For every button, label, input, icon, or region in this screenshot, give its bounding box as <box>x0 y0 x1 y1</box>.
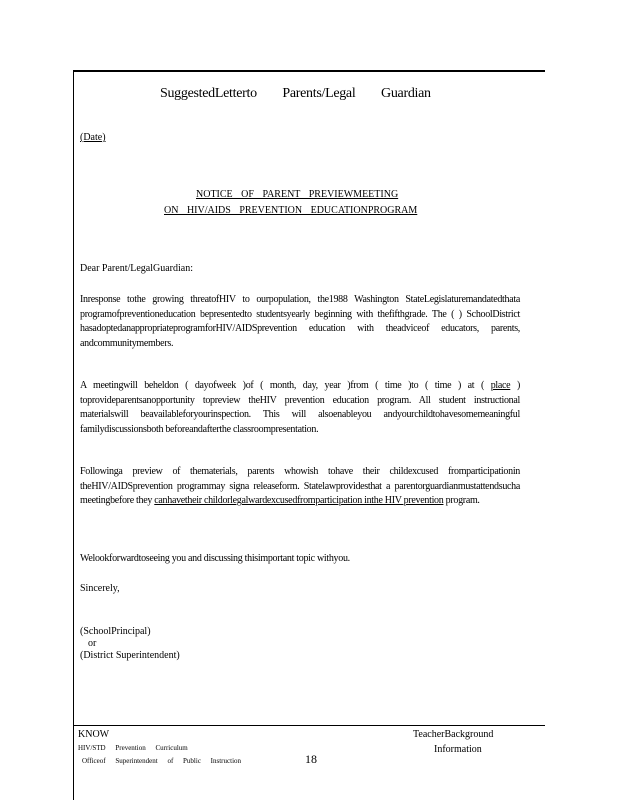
paragraph-excuse <box>80 465 520 509</box>
salutation: Dear Parent/LegalGuardian: <box>80 263 194 274</box>
excuse-text-start: Followinga preview of thematerials, parents whowish tohave their childexcused fromparticipationin theHIV/AIDSprevention programmay signa releaseform. Statelawprovidesthat a parentorguardianmustattendsucha meetingbefore they <box>80 466 520 506</box>
meeting-text-end: ) toprovideparentsanopportunity topreview theHIV prevention education program. All student instructional materialswill beavailableforyourinspection. This will alsoenableyou andyourchildtohavesomemeaningful familydiscussionsboth beforeandafterthe classroompresentation. <box>80 380 521 435</box>
notice-heading-line2: ON HIV/AIDS PREVENTION EDUCATIONPROGRAM <box>164 205 418 216</box>
excuse-text-end: program. <box>445 495 480 506</box>
footer-divider <box>73 725 545 726</box>
footer-right-subtitle: Information <box>434 744 482 755</box>
closing-sincerely: Sincerely, <box>80 583 120 594</box>
left-border-line <box>73 70 74 800</box>
top-border-line <box>73 70 545 72</box>
footer-left-curriculum: HIV/STD Prevention Curriculum <box>78 744 188 752</box>
signature-or: or <box>88 638 97 649</box>
meeting-text-start: A meetingwill beheldon ( dayofweek )of ( month, day, year )from ( time )to ( time ) at ( <box>80 380 484 391</box>
date-placeholder: (Date) <box>80 132 106 143</box>
signature-principal: (SchoolPrincipal) <box>80 626 151 637</box>
footer-right-title: TeacherBackground <box>413 729 494 740</box>
signature-block <box>80 626 180 662</box>
excuse-underlined-text: canhavetheir childorlegalwardexcusedfromparticipation inthe HIV prevention <box>154 495 444 506</box>
paragraph-closing: Welookforwardtoseeing you and discussing thisimportant topic withyou. <box>80 553 350 564</box>
footer-left-title: KNOW <box>78 729 110 740</box>
signature-superintendent: (District Superintendent) <box>80 650 180 661</box>
paragraph-intro: Inresponse tothe growing threatofHIV to ourpopulation, the1988 Washington StateLegislaturemandatedthata programofpreventioneducation bepresentedto studentsyearly beginning with thefifthgrade. The ( ) SchoolDistrict hasadoptedanappropriateprogramforHIV/AIDSprevention education with theadviceof educators, parents, andcommunitymembers. <box>80 294 520 349</box>
notice-heading-line1: NOTICE OF PARENT PREVIEWMEETING <box>196 189 399 200</box>
page-title: SuggestedLetterto Parents/Legal Guardian <box>160 86 431 101</box>
place-placeholder: place <box>490 380 511 391</box>
footer-left-office: Officeof Superintendent of Public Instruction <box>82 757 242 765</box>
page-number: 18 <box>305 752 317 766</box>
paragraph-meeting <box>80 379 520 437</box>
